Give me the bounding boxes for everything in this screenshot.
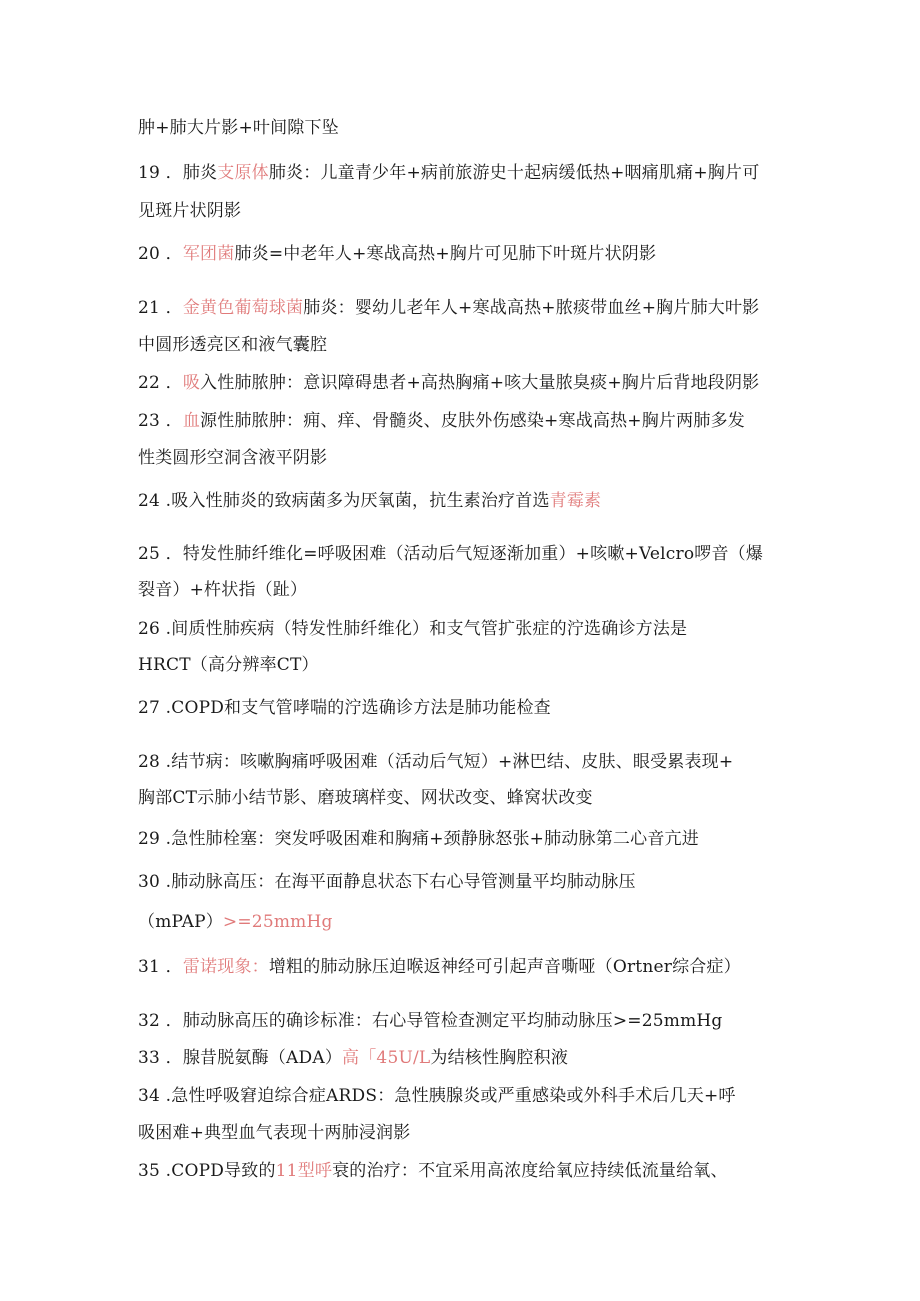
text-line [138, 617, 788, 641]
highlighted-text: 11型呼 [275, 1161, 333, 1181]
text-line [138, 1121, 788, 1145]
text-segment: 胸部CT示肺小结节影、磨玻璃样变、网状改变、蜂窝状改变 [138, 788, 593, 808]
text-line [138, 161, 788, 185]
text-segment: 34 .急性呼吸窘迫综合症ARDS：急性胰腺炎或严重感染或外科手术后几天+呼 [138, 1086, 736, 1106]
text-segment: 22 ． [138, 373, 183, 393]
text-segment: 肿+肺大片影+叶间隙下坠 [138, 118, 339, 138]
highlighted-text: 青霉素 [549, 491, 602, 511]
text-line [138, 1009, 788, 1033]
text-segment: 35 .COPD导致的 [138, 1161, 276, 1181]
text-line [138, 955, 788, 979]
text-line [138, 116, 788, 140]
text-segment: 31 ． [138, 957, 183, 977]
text-line [138, 1046, 788, 1070]
text-segment: 29 .急性肺栓塞：突发呼吸困难和胸痛+颈静脉怒张+肺动脉第二心音亢进 [138, 829, 699, 849]
text-segment: 21 ． [138, 298, 183, 318]
text-segment: 源性肺脓肿：痈、痒、骨髓炎、皮肤外伤感染+寒战高热+胸片两肺多发 [200, 411, 745, 431]
text-segment: 裂音）+杵状指（趾） [138, 580, 308, 600]
text-line [138, 1084, 788, 1108]
text-line [138, 242, 788, 266]
text-segment: 33 ．腺昔脱氨酶（ADA） [138, 1048, 343, 1068]
text-line [138, 333, 788, 357]
text-segment: 衰的治疗：不宜采用高浓度给氧应持续低流量给氧、 [332, 1161, 728, 1181]
text-segment: 中圆形透亮区和液气囊腔 [138, 335, 328, 355]
text-segment: 32 ．肺动脉高压的确诊标准：右心导管检查测定平均肺动脉压>=25mmHg [138, 1011, 723, 1031]
text-segment: HRCT（高分辨率CT） [138, 655, 319, 675]
text-segment: 性类圆形空洞含液平阴影 [138, 448, 328, 468]
text-line [138, 696, 788, 720]
text-segment: 19 ．肺炎 [138, 163, 218, 183]
text-line [138, 786, 788, 810]
highlighted-text: 高「45U/L [342, 1048, 431, 1068]
text-segment: （mPAP） [138, 912, 223, 932]
text-line [138, 578, 788, 602]
text-line [138, 827, 788, 851]
text-segment: 增粗的肺动脉压迫喉返神经可引起声音嘶哑（Ortner综合症） [268, 957, 741, 977]
highlighted-text: 金黄色葡萄球菌 [182, 298, 304, 318]
highlighted-text: >=25mmHg [222, 912, 333, 932]
text-segment: 肺炎=中老年人+寒战高热+胸片可见肺下叶斑片状阴影 [234, 244, 657, 264]
text-segment: 吸困难+典型血气表现十两肺浸润影 [138, 1123, 411, 1143]
text-segment: 见斑片状阴影 [138, 201, 242, 221]
highlighted-text: 血 [182, 411, 201, 431]
text-line [138, 296, 788, 320]
text-line [138, 870, 788, 894]
text-line [138, 653, 788, 677]
text-segment: 为结核性胸腔积液 [430, 1048, 569, 1068]
highlighted-text: 军团菌 [182, 244, 235, 264]
text-segment: 26 .间质性肺疾病（特发性肺纤维化）和支气管扩张症的泞选确诊方法是 [138, 619, 688, 639]
highlighted-text: 雷诺现象： [182, 957, 269, 977]
text-line [138, 199, 788, 223]
text-segment: 入性肺脓肿：意识障碍患者+高热胸痛+咳大量脓臭痰+胸片后背地段阴影 [200, 373, 760, 393]
text-segment: 30 .肺动脉高压：在海平面静息状态下右心导管测量平均肺动脉压 [138, 872, 636, 892]
highlighted-text: 支原体 [217, 163, 269, 183]
text-line [138, 489, 788, 513]
text-segment: 24 .吸入性肺炎的致病菌多为厌氧菌，抗生素治疗首选 [138, 491, 550, 511]
text-line [138, 1159, 788, 1183]
text-segment: 28 .结节病：咳嗽胸痛呼吸困难（活动后气短）+淋巴结、皮肤、眼受累表现+ [138, 752, 734, 772]
text-line [138, 446, 788, 470]
text-segment: 20 ． [138, 244, 183, 264]
text-line [138, 542, 788, 566]
text-line [138, 371, 788, 395]
text-line [138, 750, 788, 774]
highlighted-text: 吸 [182, 373, 201, 393]
text-line [138, 409, 788, 433]
text-segment: 27 .COPD和支气管哮喘的泞选确诊方法是肺功能检查 [138, 698, 551, 718]
text-segment: 23 ． [138, 411, 183, 431]
text-segment: 肺炎：婴幼儿老年人+寒战高热+脓痰带血丝+胸片肺大叶影 [303, 298, 760, 318]
text-line [138, 910, 788, 934]
text-segment: 肺炎：儿童青少年+病前旅游史十起病缓低热+咽痛肌痛+胸片可 [268, 163, 760, 183]
text-segment: 25 ．特发性肺纤维化=呼吸困难（活动后气短逐渐加重）+咳嗽+Velcro啰音（爆 [138, 544, 764, 564]
